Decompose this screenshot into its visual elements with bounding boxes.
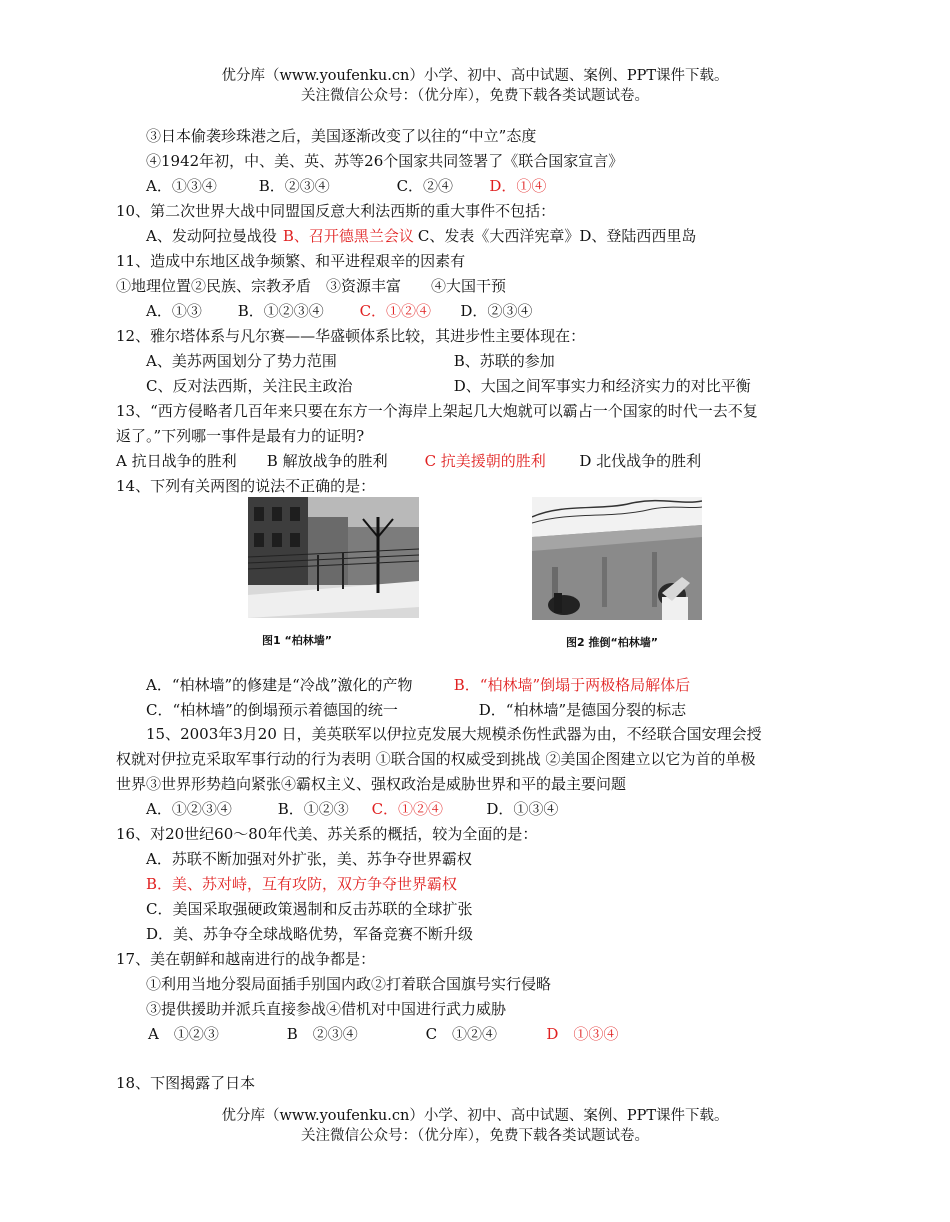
- answer-row: [146, 673, 690, 697]
- answer-row: [146, 174, 546, 198]
- figure-2-caption: 图2 推倒“柏林墙”: [566, 636, 658, 649]
- choice-a: A．①③: [146, 302, 202, 320]
- choice-d: D 北伐战争的胜利: [579, 452, 702, 470]
- berlin-wall-photo: [248, 497, 419, 618]
- choice-d: D．①③④: [486, 800, 559, 818]
- question-14: 14、下列有关两图的说法不正确的是：: [116, 477, 376, 495]
- choice-d: D．美、苏争夺全球战略优势，军备竞赛不断升级: [146, 925, 474, 943]
- question-10: 10、第二次世界大战中同盟国反意大利法西斯的重大事件不包括：: [116, 202, 556, 220]
- choice-a: A ①②③: [148, 1025, 219, 1043]
- choice-c: C．美国采取强硬政策遏制和反击苏联的全球扩张: [146, 900, 473, 918]
- choice-d: D．②③④: [460, 302, 533, 320]
- choice-b: B ②③④: [286, 1025, 358, 1043]
- choice-a: A．苏联不断加强对外扩张，美、苏争夺世界霸权: [146, 850, 472, 868]
- option-line: ④1942年初，中、美、英、苏等26个国家共同签署了《联合国家宣言》: [146, 152, 624, 170]
- answer-row: [146, 299, 532, 323]
- answer-row: [116, 449, 701, 473]
- footer-line-1: 优分库（www.youfenku.cn）小学、初中、高中试题、案例、PPT课件下载。: [221, 1108, 729, 1124]
- figure-1-caption: 图1 “柏林墙”: [262, 634, 332, 647]
- choice-d: D．“柏林墙”是德国分裂的标志: [478, 701, 687, 719]
- header-line-2: 关注微信公众号：（优分库），免费下载各类试题试卷。: [301, 88, 649, 104]
- choice-a: A．①③④: [146, 177, 217, 195]
- answer-row: [146, 797, 558, 821]
- choice-c-answer: C．①②④: [359, 302, 432, 320]
- choice-d-answer: D．①④: [489, 177, 547, 195]
- question-15-cont: 权就对伊拉克采取军事行动的行为表明 ①联合国的权威受到挑战 ②美国企图建立以它为首的单极: [116, 750, 756, 768]
- choice-a: A、发动阿拉曼战役: [146, 227, 277, 245]
- question-17-options: ③提供援助并派兵直接参战④借机对中国进行武力威胁: [146, 1000, 507, 1018]
- question-15: 15、2003年3月20 日，美英联军以伊拉克发展大规模杀伤性武器为由，不经联合国安理会授: [146, 725, 762, 743]
- choice-b: B、苏联的参加: [453, 352, 555, 370]
- choice-a: A．①②③④: [146, 800, 232, 818]
- choice-b-answer: B．美、苏对峙，互有攻防，双方争夺世界霸权: [146, 875, 458, 893]
- choice-b: B 解放战争的胜利: [266, 452, 388, 470]
- question-13-cont: 返了。”下列哪一事件是最有力的证明?: [116, 427, 365, 445]
- choice-b-answer: B．“柏林墙”倒塌于两极格局解体后: [453, 676, 691, 694]
- answer-row: [146, 349, 555, 373]
- option-line: ③日本偷袭珍珠港之后，美国逐渐改变了以往的“中立”态度: [146, 127, 537, 145]
- choice-a: A．“柏林墙”的修建是“冷战”激化的产物: [146, 676, 413, 694]
- answer-row: [146, 698, 686, 722]
- choice-c: C、反对法西斯，关注民主政治: [146, 377, 353, 395]
- answer-row: [148, 1022, 618, 1046]
- choice-c-answer: C 抗美援朝的胜利: [424, 452, 546, 470]
- question-12: 12、雅尔塔体系与凡尔赛——华盛顿体系比较，其进步性主要体现在：: [116, 327, 586, 345]
- choice-a: A 抗日战争的胜利: [116, 452, 237, 470]
- choice-c-answer: C．①②④: [371, 800, 444, 818]
- choice-b: B．①②③④: [237, 302, 324, 320]
- question-17: 17、美在朝鲜和越南进行的战争都是：: [116, 950, 376, 968]
- question-18: 18、下图揭露了日本: [116, 1074, 256, 1092]
- choice-b-answer: B、召开德黑兰会议: [282, 227, 414, 245]
- tearing-down-wall-photo: [532, 497, 702, 620]
- choice-b: B．①②③: [277, 800, 349, 818]
- choice-c: C．“柏林墙”的倒塌预示着德国的统一: [146, 701, 398, 719]
- answer-row: [146, 374, 751, 398]
- question-17-options: ①利用当地分裂局面插手别国内政②打着联合国旗号实行侵略: [146, 975, 552, 993]
- choice-a: A、美苏两国划分了势力范围: [146, 352, 337, 370]
- header-line-1: 优分库（www.youfenku.cn）小学、初中、高中试题、案例、PPT课件下载。: [221, 68, 729, 84]
- answer-row: [146, 224, 696, 248]
- question-15-cont: 世界③世界形势趋向紧张④霸权主义、强权政治是威胁世界和平的最主要问题: [116, 775, 627, 793]
- choice-cd: C、发表《大西洋宪章》D、登陆西西里岛: [417, 227, 697, 245]
- choice-c: C ①②④: [425, 1025, 498, 1043]
- question-13: 13、“西方侵略者几百年来只要在东方一个海岸上架起几大炮就可以霸占一个国家的时代一去不复: [116, 402, 758, 420]
- choice-c: C．②④: [396, 177, 454, 195]
- choice-d: D、大国之间军事实力和经济实力的对比平衡: [453, 377, 751, 395]
- footer-line-2: 关注微信公众号：（优分库），免费下载各类试题试卷。: [301, 1128, 649, 1144]
- choice-d-answer: D ①③④: [546, 1025, 619, 1043]
- question-11-options: ①地理位置②民族、宗教矛盾 ③资源丰富 ④大国干预: [116, 277, 507, 295]
- question-11: 11、造成中东地区战争频繁、和平进程艰辛的因素有: [116, 252, 466, 270]
- question-16: 16、对20世纪60～80年代美、苏关系的概括，较为全面的是：: [116, 825, 538, 843]
- choice-b: B．②③④: [258, 177, 330, 195]
